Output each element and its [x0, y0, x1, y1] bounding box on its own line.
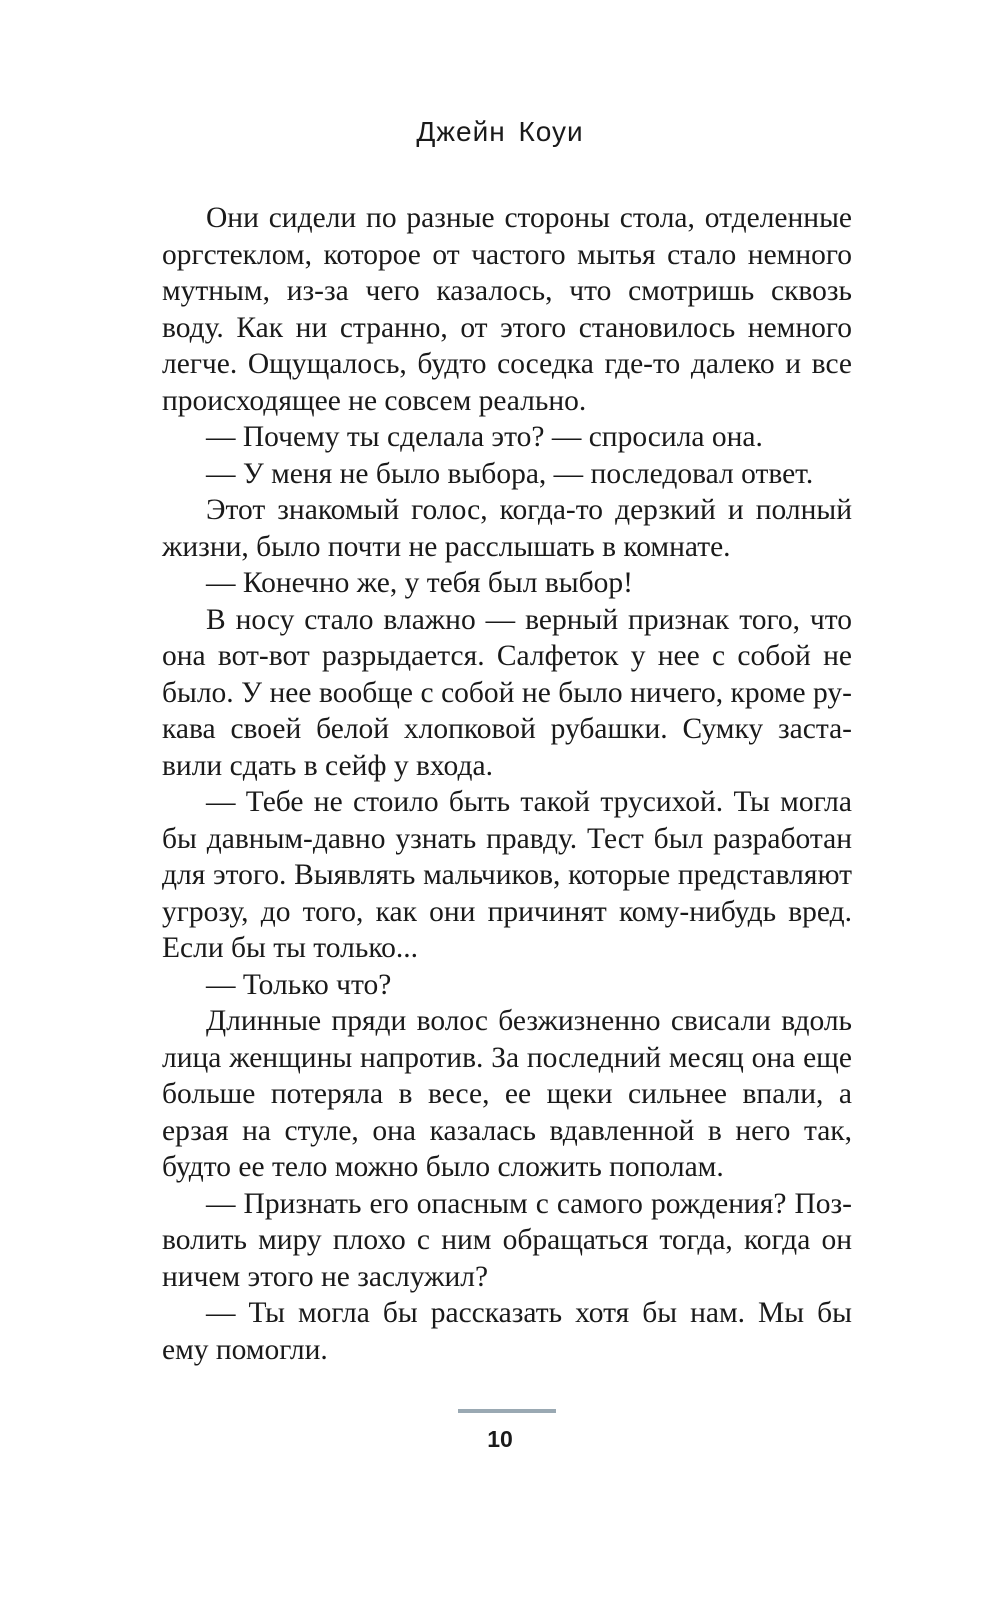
- footer-divider: [458, 1409, 556, 1413]
- paragraph: В носу стало влажно — верный признак того, что она вот-вот разрыдается. Салфеток у нее с собой не было. У нее вообще с собой не было ничего, кроме рукава своей белой хлопковой рубашки. Сумку заставили сдать в сейф у входа.: [162, 603, 852, 782]
- paragraph: Длинные пряди волос безжизненно свисали вдоль лица женщины напротив. За последний месяц она еще больше потеряла в весе, ее щеки сильнее впали, а ерзая на стуле, она казалась вдавленной в него так, будто ее тело можно было сложить пополам.: [162, 1005, 852, 1183]
- paragraph: — Конечно же, у тебя был выбор!: [206, 567, 633, 599]
- paragraph: — Признать его опасным с самого рождения? Позволить миру плохо с ним обращаться тогда, когда он ничем этого не заслужил?: [162, 1187, 852, 1293]
- paragraph: — У меня не было выбора, — последовал ответ.: [206, 457, 814, 490]
- paragraph: — Почему ты сделала это? — спросила она.: [206, 421, 763, 453]
- paragraph: Они сидели по разные стороны стола, отделенные оргстеклом, которое от частого мытья стало немного мутным, из-за чего казалось, что смотришь сквозь воду. Как ни странно, от этого становилось немного легче. Ощущалось, будто соседка где-то далеко и все происходящее не совсем реально.: [162, 202, 852, 417]
- paragraph: Этот знакомый голос, когда-то дерзкий и полный жизни, было почти не расслышать в комнате.: [162, 494, 852, 563]
- running-head-author: Джейн Коуи: [416, 116, 584, 147]
- main-text: [162, 200, 852, 1368]
- paragraph: — Ты могла бы рассказать хотя бы нам. Мы бы ему помогли.: [162, 1297, 852, 1366]
- paragraph: — Тебе не стоило быть такой трусихой. Ты могла бы давным-давно узнать правду. Тест был разработан для этого. Выявлять мальчиков, которые представляют угрозу, до того, как они причинят кому-нибудь вред. Если бы ты только...: [162, 786, 852, 964]
- paragraph: — Только что?: [206, 968, 392, 1001]
- page-number: 10: [487, 1426, 513, 1452]
